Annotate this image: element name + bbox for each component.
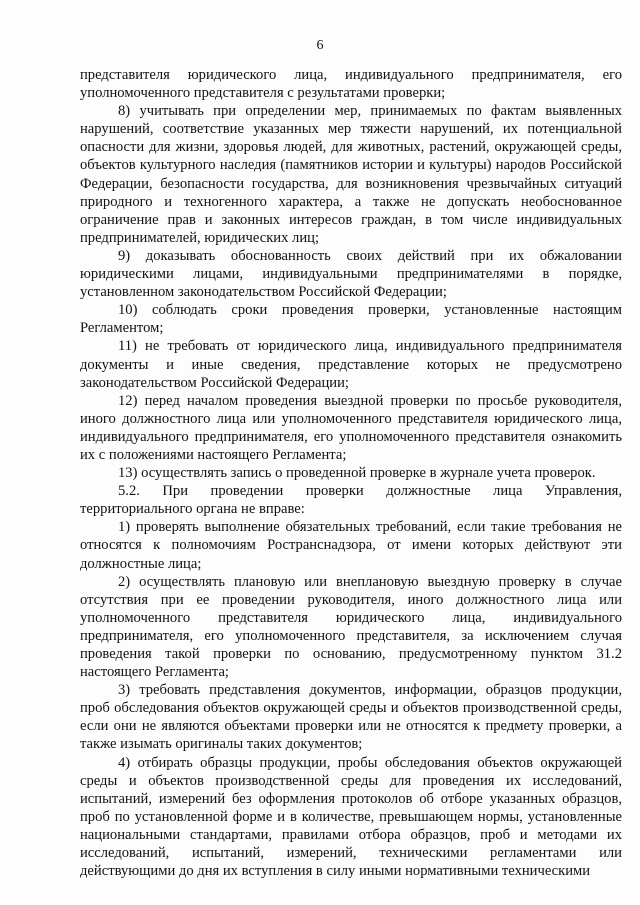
paragraph-subitem-1: 1) проверять выполнение обязательных требований, если такие требования не относятся к полномочиям Ространснадзора, от имени которых действуют эти должностные лица; bbox=[80, 519, 622, 572]
paragraph-item-13: 13) осуществлять запись о проведенной проверке в журнале учета проверок. bbox=[118, 465, 596, 482]
paragraph-continuation: представителя юридического лица, индивидуального предпринимателя, его уполномоченного представителя с результатами проверки; bbox=[80, 67, 622, 102]
paragraph-item-12: 12) перед началом проведения выездной проверки по просьбе руководителя, иного должностного лица или уполномоченного представителя юридического лица, индивидуального предпринимателя, его уполномоченного представителя ознакомить их с положениями настоящего Регламента; bbox=[80, 392, 622, 463]
paragraph-item-9: 9) доказывать обоснованность своих действий при их обжаловании юридическими лицами, индивидуальными предпринимателями в порядке, установленном законодательством Российской Федерации; bbox=[80, 247, 622, 301]
paragraph-subitem-2: 2) осуществлять плановую или внеплановую выездную проверку в случае отсутствия при ее проведении руководителя, иного должностного лица или уполномоченного представителя юридического лица, индивидуального предпринимателя, его уполномоченного представителя, за исключением случая проведения такой проверки по основанию, предусмотренному пунктом 31.2 настоящего Регламента; bbox=[80, 573, 622, 681]
paragraph-item-11: 11) не требовать от юридического лица, индивидуального предпринимателя документы и иные сведения, представление которых не предусмотрено законодательством Российской Федерации; bbox=[80, 338, 622, 391]
paragraph-item-8: 8) учитывать при определении мер, принимаемых по фактам выявленных нарушений, соответствие указанных мер тяжести нарушений, их потенциальной опасности для жизни, здоровья людей, для животных, растений, окружающей среды, объектов культурного наследия (памятников истории и культуры) народов Российской Федерации, безопасности государства, для возникновения чрезвычайных ситуаций природного и техногенного характера, а также не допускать необоснованное ограничение прав и законных интересов граждан, в том числе индивидуальных предпринимателей, юридических лиц; bbox=[80, 103, 622, 246]
paragraph-item-10: 10) соблюдать сроки проведения проверки, установленные настоящим Регламентом; bbox=[80, 302, 622, 337]
paragraph-subitem-4: 4) отбирать образцы продукции, пробы обследования объектов окружающей среды и объектов производственной среды для проведения их исследований, испытаний, измерений без оформления протоколов об отборе указанных образцов, проб по установленной форме и в количестве, превышающем нормы, установленные национальными стандартами, правилами отбора образцов, проб и методами их исследований, испытаний, измерений, техническими регламентами или действующими до дня их вступления в силу иными нормативными техническими bbox=[80, 754, 622, 880]
paragraph-section-5-2: 5.2. При проведении проверки должностные лица Управления, территориального органа не вправе: bbox=[80, 483, 622, 518]
paragraph-subitem-3: 3) требовать представления документов, информации, образцов продукции, проб обследования объектов окружающей среды и объектов производственной среды, если они не являются объектами проверки или не относятся к предмету проверки, а также изымать оригиналы таких документов; bbox=[80, 682, 622, 753]
document-body bbox=[80, 66, 622, 880]
page-number: 6 bbox=[316, 38, 324, 53]
